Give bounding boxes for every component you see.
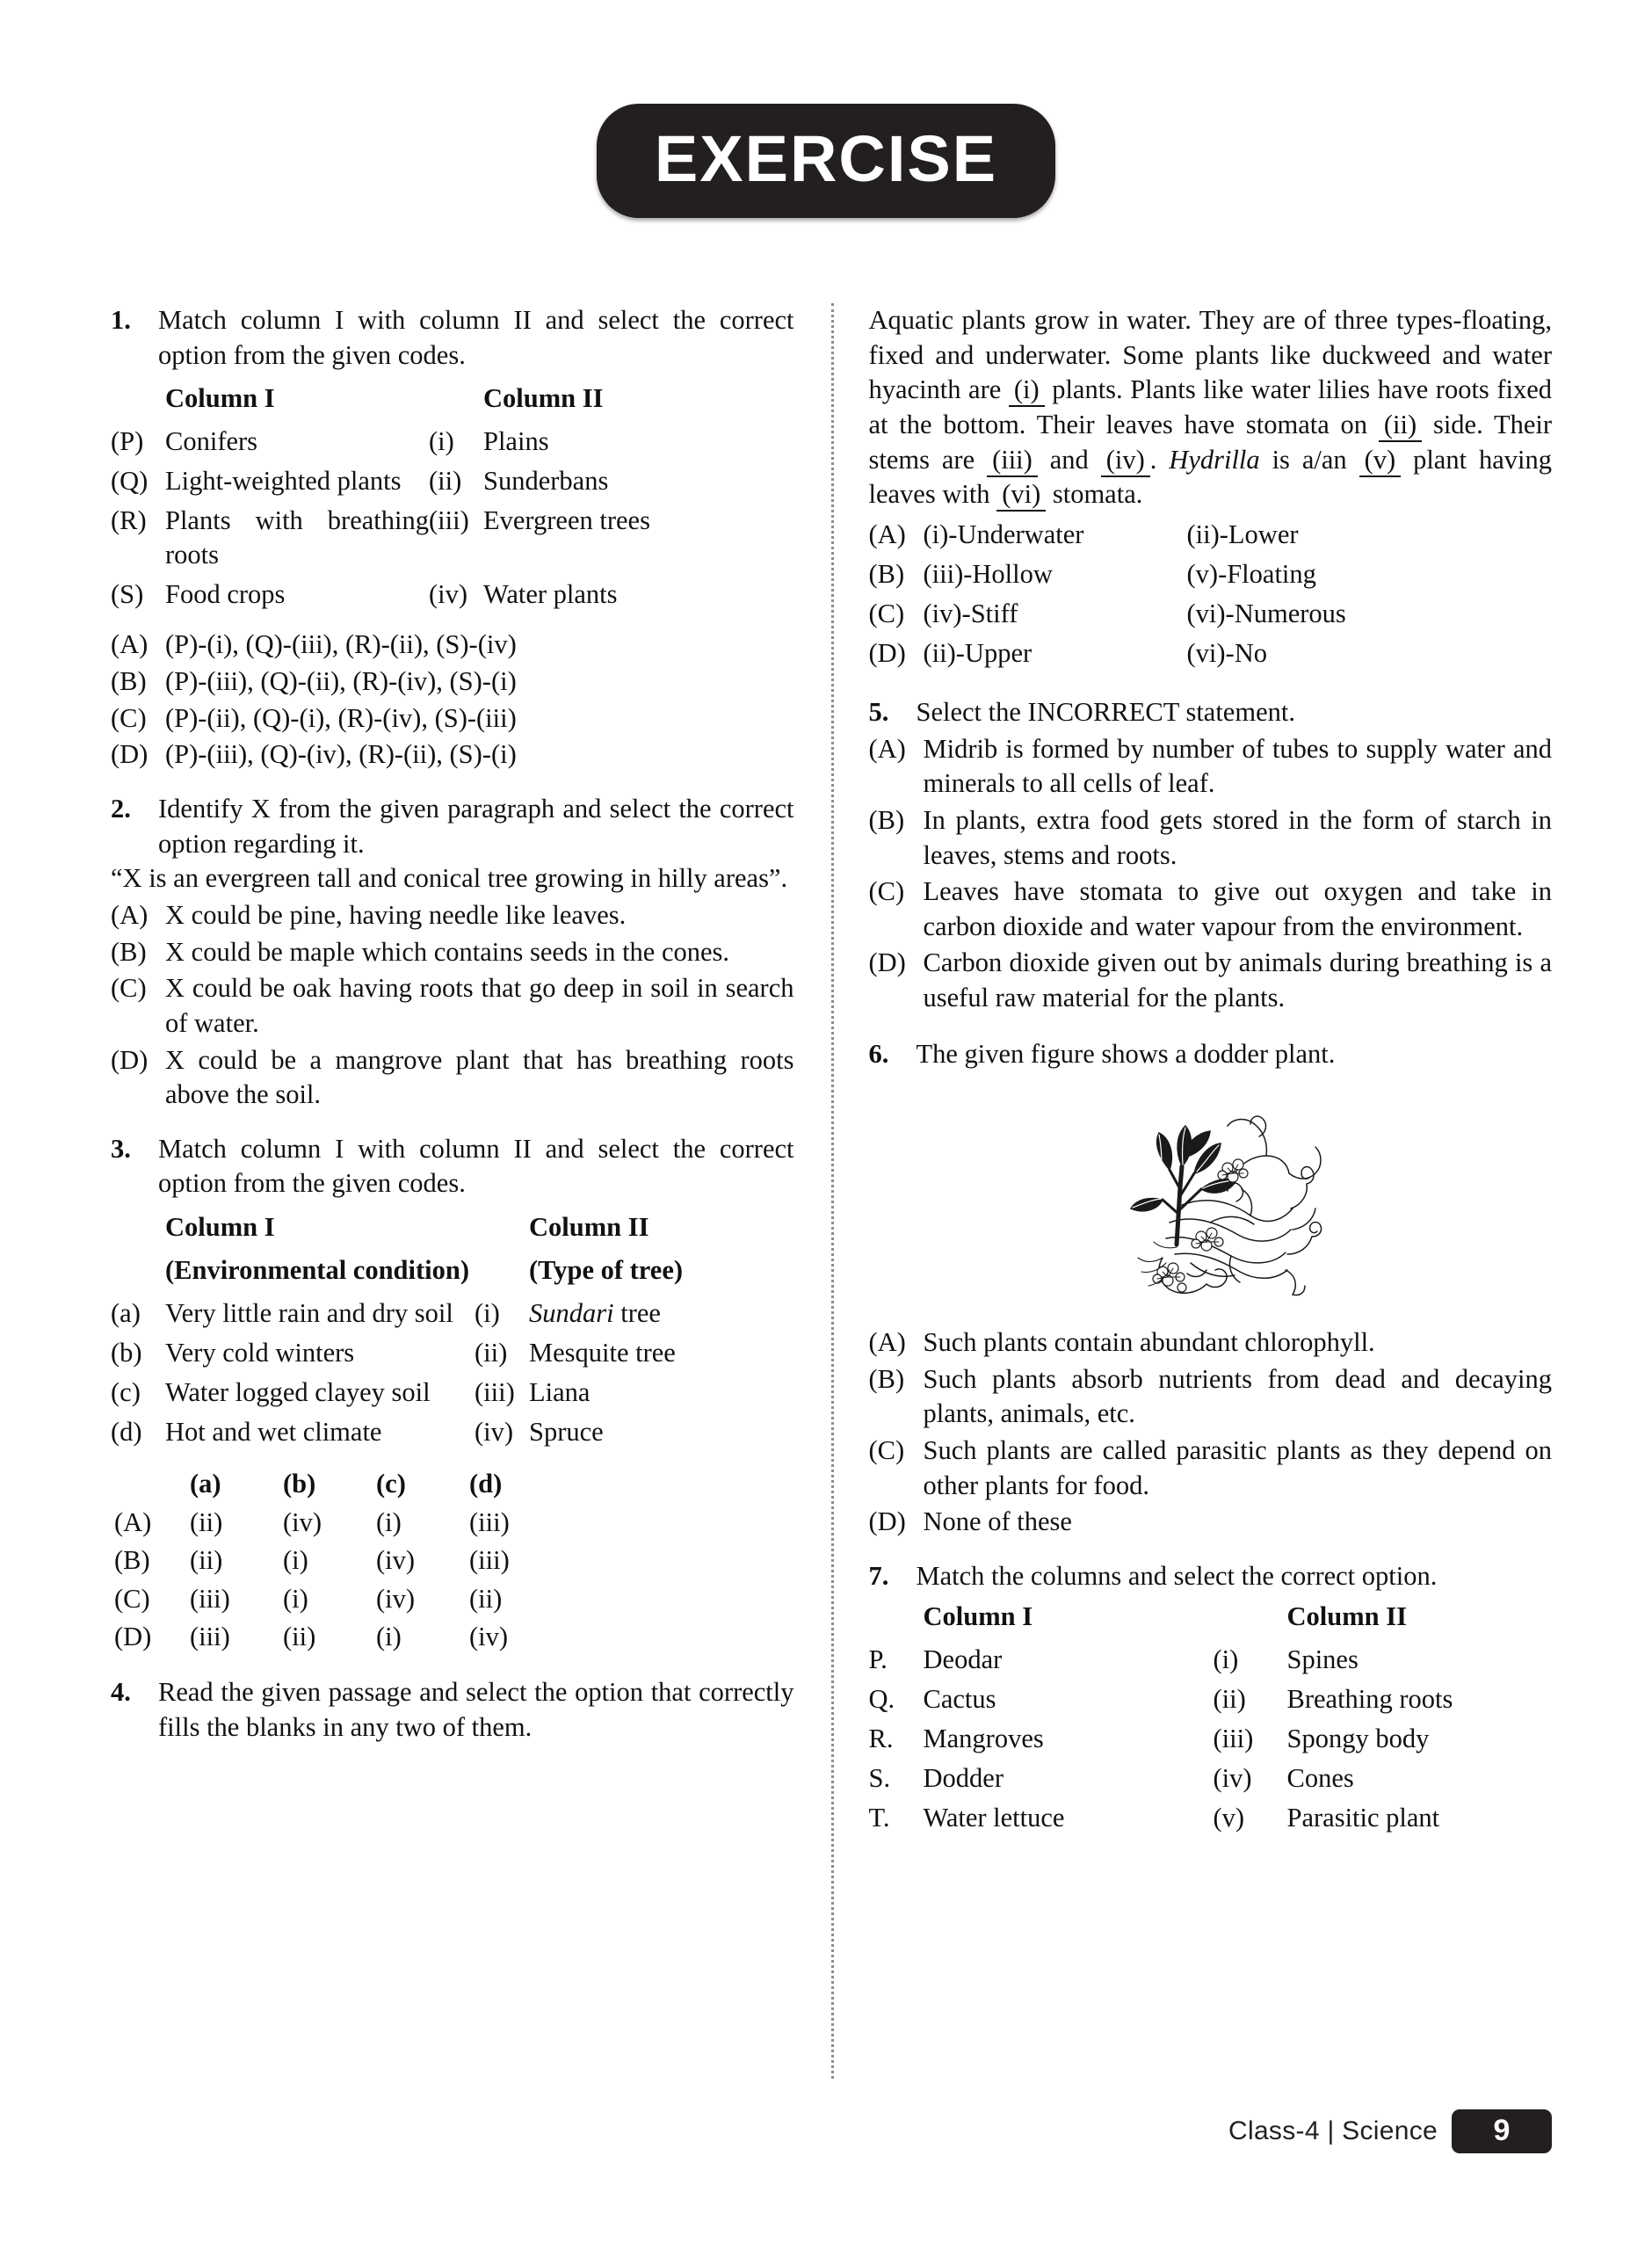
column-1-header: Column I [165, 383, 275, 414]
row-value: Mangroves [923, 1723, 1044, 1753]
question-4 [111, 1675, 794, 1745]
table-row [111, 423, 794, 462]
row-match: Breathing roots [1286, 1683, 1453, 1714]
column-2-header: Column II [529, 1212, 649, 1243]
option-label: (D) [111, 1044, 149, 1075]
row-numeral: (i) [1213, 1644, 1239, 1674]
option-row[interactable] [111, 898, 794, 933]
grid-cell: (iv) [469, 1621, 509, 1651]
option-label: (A) [111, 629, 149, 660]
option-row[interactable] [869, 1325, 1553, 1361]
row-match: Cones [1286, 1762, 1354, 1793]
grid-cell: (iii) [469, 1545, 510, 1576]
row-match: Spruce [529, 1417, 604, 1448]
question-6-text: The given figure shows a dodder plant. [916, 1038, 1336, 1069]
option-text-right: (vi)-No [1186, 637, 1267, 668]
option-label: (B) [114, 1545, 150, 1576]
row-value: Plants with breathing roots [165, 505, 429, 570]
grid-col-c: (c) [376, 1469, 406, 1499]
row-match: Sunderbans [483, 466, 609, 497]
question-6-number: 6. [868, 1038, 889, 1069]
passage-part: . [1149, 444, 1157, 475]
grid-cell: (ii) [283, 1621, 316, 1651]
option-row[interactable] [869, 1362, 1553, 1432]
row-numeral: (iii) [429, 505, 469, 536]
column-2-header: Column II [1286, 1600, 1407, 1631]
question-3-code-grid [111, 1465, 562, 1656]
grid-cell: (i) [376, 1506, 402, 1537]
grid-cell: (i) [283, 1583, 308, 1614]
option-label: (B) [868, 804, 905, 835]
row-value: Food crops [165, 579, 286, 610]
option-label: (B) [111, 936, 147, 967]
question-4-number: 4. [111, 1677, 131, 1708]
row-key: (a) [111, 1298, 141, 1329]
row-match [529, 1295, 794, 1334]
question-6 [869, 1037, 1553, 1540]
option-text: Leaves have stomata to give out oxygen and take in carbon dioxide and water vapour from the environment. [923, 876, 1552, 941]
table-subheader-row [111, 1252, 794, 1295]
option-row[interactable] [111, 701, 794, 737]
table-header-row [111, 1208, 794, 1252]
row-match: Water plants [483, 579, 618, 610]
question-3-number: 3. [111, 1133, 131, 1164]
grid-cell: (ii) [190, 1506, 223, 1537]
row-numeral: (v) [1213, 1802, 1245, 1833]
table-row [111, 1334, 794, 1374]
grid-col-b: (b) [283, 1469, 316, 1499]
row-key: (d) [111, 1417, 142, 1448]
option-label: (C) [114, 1583, 150, 1614]
option-text: (P)-(iii), (Q)-(ii), (R)-(iv), (S)-(i) [165, 666, 517, 697]
table-row [869, 1680, 1553, 1720]
passage-part: plant having leaves with [868, 444, 1552, 510]
option-row[interactable] [869, 875, 1553, 944]
row-key: P. [868, 1644, 888, 1674]
option-text: (P)-(i), (Q)-(iii), (R)-(ii), (S)-(iv) [165, 629, 517, 660]
option-label: (C) [111, 973, 147, 1004]
row-numeral: (i) [475, 1298, 500, 1329]
passage-part: stomata. [1052, 479, 1143, 510]
question-5-heading [869, 695, 1553, 730]
row-numeral: (iii) [1213, 1723, 1254, 1753]
option-row[interactable] [111, 971, 794, 1041]
passage-part: plants. Plants like water lilies have roots fixed at the bottom. Their leaves have stomata on [868, 374, 1553, 439]
table-row [111, 576, 794, 615]
row-value: Water lettuce [923, 1802, 1065, 1833]
option-text-right: (ii)-Lower [1186, 519, 1299, 549]
row-value: Cactus [923, 1683, 996, 1714]
question-3-text: Match column I with column II and select the correct option from the given codes. [158, 1133, 794, 1199]
row-match: Spongy body [1286, 1723, 1430, 1753]
grid-cell: (iv) [376, 1545, 416, 1576]
table-header-row [111, 380, 794, 423]
option-row[interactable] [111, 935, 794, 970]
option-label: (A) [868, 1327, 906, 1358]
column-1-header: Column I [923, 1600, 1033, 1631]
question-3 [111, 1132, 794, 1657]
row-key: R. [868, 1723, 894, 1753]
table-row [869, 1760, 1553, 1799]
grid-cell: (iv) [283, 1506, 322, 1537]
page-footer [0, 2109, 1652, 2153]
row-match: Liana [529, 1377, 591, 1408]
option-text: Such plants are called parasitic plants as they depend on other plants for food. [923, 1434, 1552, 1500]
option-label: (A) [111, 899, 149, 930]
grid-cell: (iii) [469, 1506, 510, 1537]
question-1-match-table [111, 380, 794, 615]
question-4-passage [869, 303, 1553, 512]
option-text: X could be oak having roots that go deep in soil in search of water. [165, 973, 794, 1038]
option-row[interactable] [869, 555, 1553, 595]
column-1-subheader: (Environmental condition) [165, 1255, 469, 1286]
row-key: (S) [111, 579, 144, 610]
table-row [111, 1295, 794, 1334]
grid-col-d: (d) [469, 1469, 503, 1499]
option-row[interactable] [111, 737, 794, 773]
question-4-text: Read the given passage and select the option that correctly fills the blanks in any two of them. [158, 1677, 794, 1743]
row-numeral: (ii) [475, 1338, 508, 1368]
option-row[interactable] [869, 635, 1553, 674]
code-grid-row[interactable] [111, 1542, 562, 1579]
species-suffix: tree [613, 1298, 661, 1329]
row-key: Q. [868, 1683, 895, 1714]
question-5-text: Select the INCORRECT statement. [916, 696, 1295, 727]
blank-iii: (iii) [987, 445, 1038, 477]
option-row[interactable] [111, 628, 794, 663]
option-row[interactable] [869, 1505, 1553, 1540]
option-text-left: (i)-Underwater [923, 519, 1084, 549]
question-4-options [869, 516, 1553, 674]
option-row[interactable] [869, 803, 1553, 873]
question-7-text: Match the columns and select the correct option. [916, 1560, 1438, 1591]
dodder-plant-illustration [1078, 1082, 1342, 1302]
option-label: (D) [868, 947, 906, 978]
code-grid-header [111, 1465, 562, 1503]
question-1-number: 1. [111, 305, 131, 335]
row-value: Very cold winters [165, 1338, 355, 1368]
option-text: X could be pine, having needle like leaves. [165, 899, 627, 930]
table-header-row [869, 1598, 1553, 1641]
question-7 [869, 1559, 1553, 1839]
blank-vi: (vi) [996, 479, 1046, 512]
option-text: Such plants absorb nutrients from dead and decaying plants, animals, etc. [923, 1363, 1552, 1429]
row-match: Evergreen trees [483, 505, 650, 536]
grid-cell: (i) [376, 1621, 402, 1651]
table-row [111, 1374, 794, 1413]
question-1-text: Match column I with column II and select the correct option from the given codes. [158, 305, 794, 370]
table-row [111, 1413, 794, 1453]
question-2 [111, 792, 794, 1113]
code-grid-row[interactable] [111, 1618, 562, 1656]
grid-cell: (iii) [190, 1621, 230, 1651]
table-row [869, 1720, 1553, 1760]
row-value: Dodder [923, 1762, 1004, 1793]
blank-v: (v) [1359, 445, 1402, 477]
option-text-left: (iii)-Hollow [923, 558, 1053, 589]
option-text: Carbon dioxide given out by animals during breathing is a useful raw material for the plants. [923, 947, 1552, 1013]
exercise-banner: EXERCISE [597, 104, 1055, 218]
option-label: (D) [114, 1621, 152, 1651]
code-grid-row[interactable] [111, 1580, 562, 1618]
question-6-heading [869, 1037, 1553, 1072]
option-label: (B) [111, 666, 147, 697]
option-label: (C) [111, 702, 147, 733]
option-text-right: (vi)-Numerous [1186, 598, 1346, 628]
code-grid-row[interactable] [111, 1504, 562, 1542]
option-label: (C) [868, 1434, 905, 1465]
row-numeral: (ii) [429, 466, 462, 497]
species-name-hydrilla: Hydrilla [1169, 444, 1260, 475]
row-numeral: (iv) [1213, 1762, 1252, 1793]
row-key: S. [868, 1762, 891, 1793]
option-label: (C) [868, 598, 905, 628]
row-match: Plains [483, 426, 549, 457]
question-2-heading [111, 792, 794, 861]
option-row[interactable] [869, 595, 1553, 635]
question-2-quote: “X is an evergreen tall and conical tree growing in hilly areas”. [111, 863, 788, 894]
option-row[interactable] [869, 732, 1553, 802]
two-column-body [111, 303, 1552, 2079]
option-label: (D) [868, 637, 906, 668]
row-numeral: (ii) [1213, 1683, 1246, 1714]
passage-part: and [1049, 444, 1089, 475]
row-value: Hot and wet climate [165, 1417, 382, 1448]
row-value: Light-weighted plants [165, 466, 402, 497]
grid-cell: (ii) [190, 1545, 223, 1576]
grid-cell: (ii) [469, 1583, 503, 1614]
passage-part: is a/an [1272, 444, 1347, 475]
option-row[interactable] [111, 1043, 794, 1113]
question-7-heading [869, 1559, 1553, 1594]
grid-cell: (iii) [190, 1583, 230, 1614]
question-7-match-table [869, 1598, 1553, 1839]
row-numeral: (iv) [475, 1417, 514, 1448]
option-label: (B) [868, 558, 905, 589]
row-match: Spines [1286, 1644, 1359, 1674]
question-5-number: 5. [868, 696, 889, 727]
row-value: Very little rain and dry soil [165, 1298, 453, 1329]
row-numeral: (iii) [475, 1377, 515, 1408]
option-label: (B) [868, 1363, 905, 1394]
row-key: (b) [111, 1338, 142, 1368]
table-row [111, 502, 794, 576]
row-key: (P) [111, 426, 144, 457]
option-row[interactable] [111, 664, 794, 700]
question-1-heading [111, 303, 794, 373]
question-2-number: 2. [111, 794, 131, 824]
option-text: Such plants contain abundant chlorophyll. [923, 1327, 1375, 1358]
option-label: (A) [114, 1506, 152, 1537]
blank-iv: (iv) [1101, 445, 1150, 477]
option-text-right: (v)-Floating [1186, 558, 1316, 589]
option-label: (C) [868, 876, 905, 907]
grid-cell: (i) [283, 1545, 308, 1576]
row-key: T. [868, 1802, 890, 1833]
footer-label: Class-4 | Science [1228, 2116, 1438, 2145]
table-row [869, 1641, 1553, 1680]
question-1 [111, 303, 794, 773]
option-row[interactable] [869, 1433, 1553, 1503]
option-row[interactable] [869, 516, 1553, 555]
row-value: Deodar [923, 1644, 1003, 1674]
right-column [850, 303, 1553, 1858]
column-2-header: Column II [483, 383, 604, 414]
question-7-number: 7. [868, 1560, 889, 1591]
question-5 [869, 695, 1553, 1016]
option-row[interactable] [869, 946, 1553, 1015]
row-match: Mesquite tree [529, 1338, 676, 1368]
option-label: (D) [111, 739, 149, 770]
option-text: X could be maple which contains seeds in the cones. [165, 936, 730, 967]
row-value: Conifers [165, 426, 258, 457]
left-column [111, 303, 814, 1765]
option-text: X could be a mangrove plant that has breathing roots above the soil. [165, 1044, 794, 1110]
option-text: (P)-(ii), (Q)-(i), (R)-(iv), (S)-(iii) [165, 702, 517, 733]
option-text: Midrib is formed by number of tubes to supply water and minerals to all cells of leaf. [923, 733, 1552, 799]
column-2-subheader: (Type of tree) [529, 1255, 684, 1286]
grid-col-a: (a) [190, 1469, 221, 1499]
question-3-match-table [111, 1208, 794, 1453]
row-numeral: (iv) [429, 579, 468, 610]
row-value: Water logged clayey soil [165, 1377, 431, 1408]
dodder-plant-figure [869, 1082, 1553, 1311]
option-label: (A) [868, 519, 906, 549]
grid-cell: (iv) [376, 1583, 416, 1614]
option-label: (A) [868, 733, 906, 764]
blank-i: (i) [1009, 374, 1045, 407]
option-text-left: (iv)-Stiff [923, 598, 1018, 628]
exercise-banner-container [0, 104, 1652, 218]
column-1-header: Column I [165, 1212, 275, 1243]
passage-part: side. Their stems are [868, 409, 1553, 475]
table-row [111, 462, 794, 502]
question-4-heading [111, 1675, 794, 1745]
passage-part: Aquatic plants grow in water. They are of three types-floating, fixed and underwater. Some plants like duckweed and water hyacinth are [868, 305, 1552, 405]
row-key: (R) [111, 505, 147, 536]
row-numeral: (i) [429, 426, 454, 457]
option-text-left: (ii)-Upper [923, 637, 1032, 668]
option-label: (D) [868, 1506, 906, 1537]
option-text: (P)-(iii), (Q)-(iv), (R)-(ii), (S)-(i) [165, 739, 517, 770]
row-key: (c) [111, 1377, 141, 1408]
table-row [869, 1799, 1553, 1839]
row-match: Parasitic plant [1286, 1802, 1440, 1833]
species-name: Sundari [529, 1298, 614, 1329]
question-2-text: Identify X from the given paragraph and select the correct option regarding it. [158, 794, 794, 859]
page-number-badge: 9 [1452, 2109, 1552, 2153]
option-text: None of these [923, 1506, 1072, 1537]
blank-ii: (ii) [1379, 410, 1422, 442]
row-key: (Q) [111, 466, 149, 497]
column-divider [831, 303, 834, 2079]
option-text: In plants, extra food gets stored in the form of starch in leaves, stems and roots. [923, 804, 1552, 870]
question-3-heading [111, 1132, 794, 1201]
